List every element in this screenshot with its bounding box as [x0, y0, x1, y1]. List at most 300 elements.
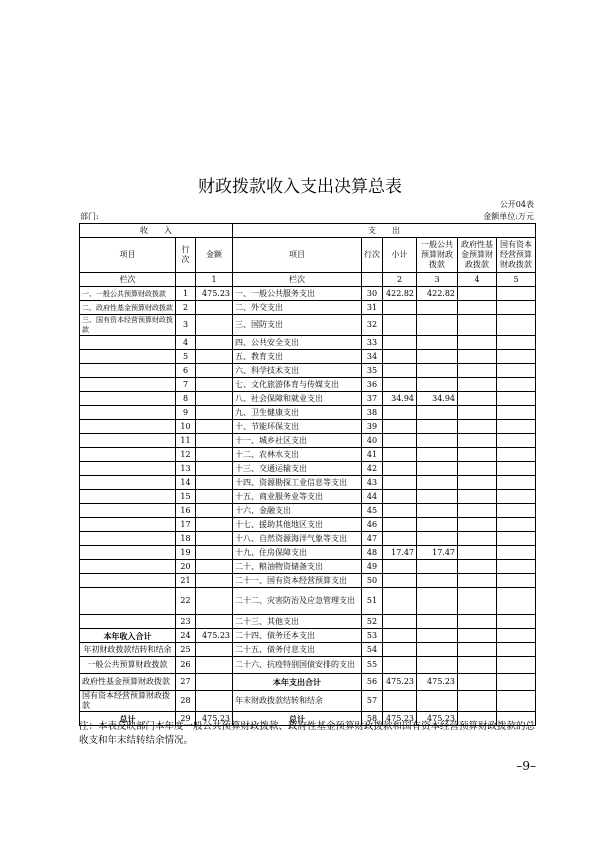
- table-row: [80, 629, 536, 643]
- unit-label: 金额单位:万元: [483, 212, 534, 221]
- expense-item: 十八、自然资源海洋气象等支出: [233, 532, 362, 546]
- expense-item: 九、卫生健康支出: [233, 406, 362, 420]
- expense-row-no: 53: [362, 629, 383, 643]
- income-amount: [196, 350, 233, 364]
- table-note: 注：本表反映部门本年度一般公共预算财政拨款、政府性基金预算财政拨款和国有资本经营预算财政拨款的总收支和年末结转结余情况。: [79, 721, 536, 746]
- expense-row-no: 33: [362, 336, 383, 350]
- col-label: 栏次: [233, 273, 362, 287]
- table-row: [80, 462, 536, 476]
- table-row: [80, 420, 536, 434]
- income-row-no: 25: [176, 643, 196, 657]
- fund-budget-value: [458, 420, 497, 434]
- income-item: [80, 560, 176, 574]
- expense-item: 十、节能环保支出: [233, 420, 362, 434]
- fund-budget-value: [458, 532, 497, 546]
- table-row: [80, 336, 536, 350]
- subtotal-value: [383, 301, 417, 315]
- income-row-no: 14: [176, 476, 196, 490]
- income-item: [80, 420, 176, 434]
- income-row-no: 29: [176, 712, 196, 726]
- expense-item: 十三、交通运输支出: [233, 462, 362, 476]
- state-capital-value: [497, 392, 536, 406]
- state-capital-value: [497, 532, 536, 546]
- expense-item-header: 项目: [233, 238, 362, 273]
- expense-row-no: 35: [362, 364, 383, 378]
- general-budget-value: [417, 691, 458, 712]
- income-amount-header: 金额: [196, 238, 233, 273]
- col-blank: [176, 273, 196, 287]
- income-amount: [196, 448, 233, 462]
- subtotal-value: [383, 378, 417, 392]
- subtotal-value: [383, 350, 417, 364]
- general-budget-value: [417, 560, 458, 574]
- general-budget-value: [417, 336, 458, 350]
- table-row: [80, 392, 536, 406]
- state-capital-value: [497, 301, 536, 315]
- income-row-no: 10: [176, 420, 196, 434]
- subtotal-value: [383, 476, 417, 490]
- general-budget-value: 475.23: [417, 674, 458, 691]
- state-capital-value: [497, 420, 536, 434]
- fund-budget-value: [458, 462, 497, 476]
- subtotal-value: [383, 518, 417, 532]
- table-row: [80, 588, 536, 615]
- col-number: 2: [383, 273, 417, 287]
- expense-item: 二十六、抗疫特别国债安排的支出: [233, 657, 362, 674]
- table-row: [80, 287, 536, 301]
- table-row: [80, 301, 536, 315]
- income-item: 年初财政拨款结转和结余: [80, 643, 176, 657]
- income-amount: [196, 406, 233, 420]
- income-amount: [196, 420, 233, 434]
- income-row-no: 20: [176, 560, 196, 574]
- income-row-no: 6: [176, 364, 196, 378]
- fund-budget-value: [458, 378, 497, 392]
- expense-row-no: 51: [362, 588, 383, 615]
- expense-rowno-header: 行次: [362, 238, 383, 273]
- fund-budget-value: [458, 287, 497, 301]
- income-row-no: 28: [176, 691, 196, 712]
- subtotal-value: [383, 643, 417, 657]
- general-budget-value: 34.94: [417, 392, 458, 406]
- expense-row-no: 30: [362, 287, 383, 301]
- income-amount: [196, 378, 233, 392]
- expense-item: 本年支出合计: [233, 674, 362, 691]
- expense-row-no: 38: [362, 406, 383, 420]
- table-row: [80, 615, 536, 629]
- income-item: [80, 378, 176, 392]
- expense-row-no: 42: [362, 462, 383, 476]
- income-row-no: 27: [176, 674, 196, 691]
- subtotal-value: 422.82: [383, 287, 417, 301]
- table-row: [80, 560, 536, 574]
- income-item: [80, 476, 176, 490]
- income-item: 一、一般公共预算财政拨款: [80, 287, 176, 301]
- expense-row-no: 34: [362, 350, 383, 364]
- income-item: [80, 546, 176, 560]
- subtotal-value: [383, 615, 417, 629]
- table-row: [80, 350, 536, 364]
- state-capital-value: [497, 588, 536, 615]
- expense-item: 二、外交支出: [233, 301, 362, 315]
- general-budget-value: [417, 378, 458, 392]
- income-item: 总计: [80, 712, 176, 726]
- expense-row-no: 55: [362, 657, 383, 674]
- state-capital-value: [497, 406, 536, 420]
- income-row-no: 4: [176, 336, 196, 350]
- income-amount: [196, 657, 233, 674]
- income-row-no: 1: [176, 287, 196, 301]
- general-budget-value: [417, 364, 458, 378]
- subtotal-value: 475.23: [383, 712, 417, 726]
- income-amount: [196, 490, 233, 504]
- expense-item: 四、公共安全支出: [233, 336, 362, 350]
- state-capital-value: [497, 448, 536, 462]
- table-row: [80, 406, 536, 420]
- subtotal-value: [383, 364, 417, 378]
- expense-item: 二十四、债务还本支出: [233, 629, 362, 643]
- income-item: 国有资本经营预算财政拨款: [80, 691, 176, 712]
- income-amount: 475.23: [196, 629, 233, 643]
- expense-item: 十七、援助其他地区支出: [233, 518, 362, 532]
- expense-item: 六、科学技术支出: [233, 364, 362, 378]
- general-budget-value: [417, 434, 458, 448]
- expense-row-no: 52: [362, 615, 383, 629]
- income-item: [80, 448, 176, 462]
- expense-row-no: 46: [362, 518, 383, 532]
- state-capital-value: [497, 364, 536, 378]
- income-row-no: 9: [176, 406, 196, 420]
- page-title: 财政拨款收入支出决算总表: [198, 177, 402, 197]
- state-capital-value: [497, 546, 536, 560]
- subtotal-value: [383, 448, 417, 462]
- income-amount: [196, 615, 233, 629]
- income-row-no: 11: [176, 434, 196, 448]
- form-code: 公开04表: [499, 200, 534, 209]
- expense-item: 十二、农林水支出: [233, 448, 362, 462]
- income-amount: [196, 504, 233, 518]
- table-row: [80, 448, 536, 462]
- expense-row-no: 56: [362, 674, 383, 691]
- expense-item: 年末财政拨款结转和结余: [233, 691, 362, 712]
- income-amount: [196, 532, 233, 546]
- fund-budget-value: [458, 588, 497, 615]
- fund-budget-value: [458, 643, 497, 657]
- expense-row-no: 49: [362, 560, 383, 574]
- fund-budget-value: [458, 546, 497, 560]
- expense-row-no: 43: [362, 476, 383, 490]
- income-item-header: 项目: [80, 238, 176, 273]
- fund-budget-value: [458, 615, 497, 629]
- income-row-no: 16: [176, 504, 196, 518]
- fund-budget-value: [458, 392, 497, 406]
- income-item: [80, 615, 176, 629]
- expense-row-no: 40: [362, 434, 383, 448]
- income-rowno-header: 行次: [176, 238, 196, 273]
- income-row-no: 15: [176, 490, 196, 504]
- general-budget-value: [417, 657, 458, 674]
- expense-row-no: 36: [362, 378, 383, 392]
- state-capital-value: [497, 657, 536, 674]
- general-budget-value: [417, 643, 458, 657]
- general-budget-value: [417, 504, 458, 518]
- income-amount: [196, 674, 233, 691]
- general-budget-value: [417, 476, 458, 490]
- expense-row-no: 58: [362, 712, 383, 726]
- general-budget-value: [417, 615, 458, 629]
- expense-row-no: 47: [362, 532, 383, 546]
- general-budget-value: [417, 406, 458, 420]
- income-row-no: 18: [176, 532, 196, 546]
- table-row: [80, 518, 536, 532]
- state-capital-value: [497, 315, 536, 336]
- state-capital-value: [497, 691, 536, 712]
- table-row: [80, 574, 536, 588]
- income-row-no: 26: [176, 657, 196, 674]
- col-number: 5: [497, 273, 536, 287]
- expense-header: 支 出: [233, 224, 536, 238]
- fund-budget-value: [458, 336, 497, 350]
- income-row-no: 22: [176, 588, 196, 615]
- subtotal-value: [383, 532, 417, 546]
- income-header: 收 入: [80, 224, 233, 238]
- expense-row-no: 37: [362, 392, 383, 406]
- general-budget-value: 475.23: [417, 712, 458, 726]
- income-row-no: 13: [176, 462, 196, 476]
- general-budget-value: [417, 301, 458, 315]
- col-blank: [362, 273, 383, 287]
- income-item: 三、国有资本经营预算财政拨款: [80, 315, 176, 336]
- expense-row-no: 45: [362, 504, 383, 518]
- budget-table: [79, 223, 536, 726]
- expense-row-no: 48: [362, 546, 383, 560]
- general-budget-value: [417, 420, 458, 434]
- income-amount: [196, 434, 233, 448]
- subtotal-value: [383, 420, 417, 434]
- state-capital-value: [497, 434, 536, 448]
- fund-budget-value: [458, 691, 497, 712]
- subtotal-value: [383, 315, 417, 336]
- fund-budget-value: [458, 350, 497, 364]
- expense-item: 二十一、国有资本经营预算支出: [233, 574, 362, 588]
- income-amount: [196, 518, 233, 532]
- income-amount: 475.23: [196, 712, 233, 726]
- income-item: [80, 504, 176, 518]
- income-row-no: 24: [176, 629, 196, 643]
- table-row: [80, 490, 536, 504]
- state-capital-value: [497, 560, 536, 574]
- income-amount: [196, 336, 233, 350]
- general-budget-value: [417, 315, 458, 336]
- general-budget-value: 422.82: [417, 287, 458, 301]
- general-budget-value: [417, 629, 458, 643]
- income-item: [80, 392, 176, 406]
- expense-item: 总计: [233, 712, 362, 726]
- subtotal-value: 475.23: [383, 674, 417, 691]
- expense-item: 二十五、债务付息支出: [233, 643, 362, 657]
- subtotal-value: [383, 588, 417, 615]
- col-number: 3: [417, 273, 458, 287]
- expense-item: 二十三、其他支出: [233, 615, 362, 629]
- income-item: 本年收入合计: [80, 629, 176, 643]
- state-capital-value: [497, 674, 536, 691]
- expense-item: 十九、住房保障支出: [233, 546, 362, 560]
- subtotal-value: [383, 657, 417, 674]
- fund-budget-value: [458, 490, 497, 504]
- department-label: 部门:: [80, 212, 99, 221]
- fund-budget-value: [458, 504, 497, 518]
- expense-row-no: 31: [362, 301, 383, 315]
- expense-row-no: 54: [362, 643, 383, 657]
- state-capital-value: [497, 629, 536, 643]
- general-budget-header: 一般公共预算财政拨款: [417, 238, 458, 273]
- income-row-no: 5: [176, 350, 196, 364]
- general-budget-value: [417, 518, 458, 532]
- expense-row-no: 32: [362, 315, 383, 336]
- income-amount: [196, 546, 233, 560]
- expense-item: 十六、金融支出: [233, 504, 362, 518]
- table-row: [80, 315, 536, 336]
- fund-budget-value: [458, 434, 497, 448]
- expense-row-no: 44: [362, 490, 383, 504]
- general-budget-value: [417, 490, 458, 504]
- income-item: [80, 490, 176, 504]
- general-budget-value: [417, 574, 458, 588]
- fund-budget-value: [458, 657, 497, 674]
- general-budget-value: [417, 462, 458, 476]
- income-row-no: 19: [176, 546, 196, 560]
- state-capital-value: [497, 336, 536, 350]
- table-row: [80, 657, 536, 674]
- table-row: [80, 643, 536, 657]
- subtotal-value: [383, 462, 417, 476]
- income-item: [80, 518, 176, 532]
- fund-budget-value: [458, 364, 497, 378]
- income-item: [80, 462, 176, 476]
- col-label: 栏次: [80, 273, 176, 287]
- fund-budget-value: [458, 629, 497, 643]
- table-row: [80, 691, 536, 712]
- fund-budget-value: [458, 301, 497, 315]
- expense-row-no: 39: [362, 420, 383, 434]
- state-capital-value: [497, 287, 536, 301]
- col-number: 4: [458, 273, 497, 287]
- income-amount: [196, 588, 233, 615]
- income-row-no: 23: [176, 615, 196, 629]
- fund-budget-value: [458, 674, 497, 691]
- table-row: [80, 476, 536, 490]
- general-budget-value: [417, 350, 458, 364]
- subtotal-value: [383, 629, 417, 643]
- fund-budget-value: [458, 448, 497, 462]
- expense-item: 十一、城乡社区支出: [233, 434, 362, 448]
- income-amount: [196, 462, 233, 476]
- income-amount: 475.23: [196, 287, 233, 301]
- subtotal-value: [383, 490, 417, 504]
- subtotal-value: [383, 406, 417, 420]
- state-capital-value: [497, 643, 536, 657]
- income-row-no: 2: [176, 301, 196, 315]
- subtotal-value: [383, 691, 417, 712]
- expense-item: 八、社会保障和就业支出: [233, 392, 362, 406]
- table-row: [80, 546, 536, 560]
- fund-budget-header: 政府性基金预算财政拨款: [458, 238, 497, 273]
- income-row-no: 3: [176, 315, 196, 336]
- state-capital-value: [497, 574, 536, 588]
- income-item: [80, 364, 176, 378]
- expense-row-no: 50: [362, 574, 383, 588]
- income-amount: [196, 315, 233, 336]
- expense-item: 二十、粮油物资储备支出: [233, 560, 362, 574]
- state-capital-value: [497, 350, 536, 364]
- fund-budget-value: [458, 476, 497, 490]
- page-number: –9–: [516, 759, 536, 773]
- income-amount: [196, 364, 233, 378]
- income-row-no: 7: [176, 378, 196, 392]
- subtotal-value: [383, 504, 417, 518]
- table-row: [80, 532, 536, 546]
- state-capital-value: [497, 378, 536, 392]
- expense-item: 二十二、灾害防治及应急管理支出: [233, 588, 362, 615]
- fund-budget-value: [458, 315, 497, 336]
- fund-budget-value: [458, 518, 497, 532]
- general-budget-value: [417, 588, 458, 615]
- income-item: [80, 406, 176, 420]
- income-item: [80, 588, 176, 615]
- expense-item: 十五、商业服务业等支出: [233, 490, 362, 504]
- fund-budget-value: [458, 560, 497, 574]
- table-row: [80, 674, 536, 691]
- income-amount: [196, 691, 233, 712]
- expense-item: 十四、资源勘探工业信息等支出: [233, 476, 362, 490]
- subtotal-header: 小计: [383, 238, 417, 273]
- income-amount: [196, 643, 233, 657]
- income-row-no: 17: [176, 518, 196, 532]
- expense-row-no: 57: [362, 691, 383, 712]
- state-capital-value: [497, 518, 536, 532]
- table-row: [80, 364, 536, 378]
- income-amount: [196, 476, 233, 490]
- income-amount: [196, 574, 233, 588]
- table-row: [80, 378, 536, 392]
- income-row-no: 12: [176, 448, 196, 462]
- expense-item: 一、一般公共服务支出: [233, 287, 362, 301]
- state-capital-value: [497, 462, 536, 476]
- income-amount: [196, 560, 233, 574]
- subtotal-value: 17.47: [383, 546, 417, 560]
- state-capital-value: [497, 615, 536, 629]
- income-row-no: 21: [176, 574, 196, 588]
- subtotal-value: [383, 560, 417, 574]
- income-item: [80, 350, 176, 364]
- state-capital-value: [497, 490, 536, 504]
- subtotal-value: [383, 434, 417, 448]
- state-capital-value: [497, 476, 536, 490]
- col-number: 1: [196, 273, 233, 287]
- expense-item: 五、教育支出: [233, 350, 362, 364]
- income-item: [80, 532, 176, 546]
- general-budget-value: [417, 532, 458, 546]
- income-row-no: 8: [176, 392, 196, 406]
- general-budget-value: [417, 448, 458, 462]
- expense-item: 三、国防支出: [233, 315, 362, 336]
- state-capital-value: [497, 504, 536, 518]
- general-budget-value: 17.47: [417, 546, 458, 560]
- state-capital-header: 国有资本经营预算财政拨款: [497, 238, 536, 273]
- income-amount: [196, 301, 233, 315]
- subtotal-value: [383, 574, 417, 588]
- expense-row-no: 41: [362, 448, 383, 462]
